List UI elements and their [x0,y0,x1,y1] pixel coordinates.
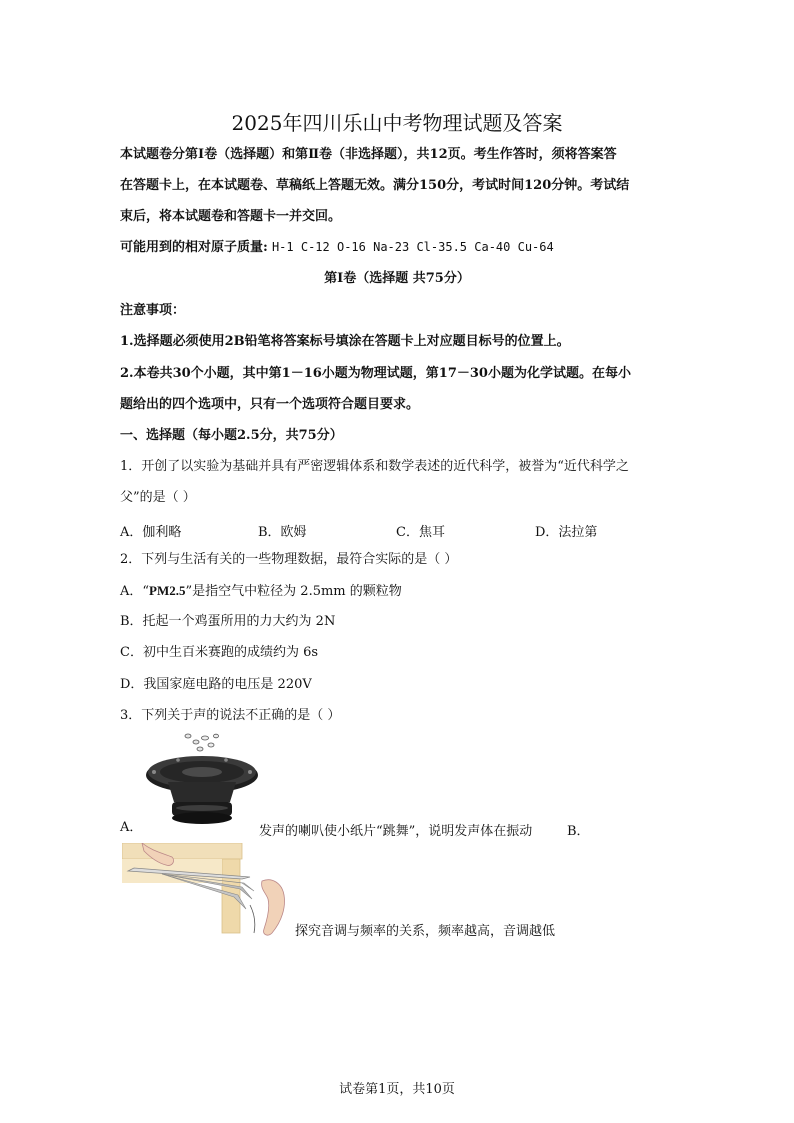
q2-option-a [120,583,402,600]
page-title: 2025年四川乐山中考物理试题及答案 [231,111,563,135]
atomic-mass-label: 可能用到的相对原子质量: [120,240,268,255]
atomic-mass-values: H-1 C-12 O-16 Na-23 Cl-35.5 Ca-40 Cu-64 [271,240,554,254]
section-heading: 第Ⅰ卷（选择题 共75分） [324,271,470,286]
q2-option-a-pm: PM2.5 [149,583,186,598]
q2-option-a-suffix: ”是指空气中粒径为 2.5mm 的颗粒物 [185,584,402,599]
q3-option-b-text: 探究音调与频率的关系，频率越高，音调越低 [295,924,556,939]
q2-option-a-prefix: A．“ [120,584,150,599]
q1-stem-line-1: 1．开创了以实验为基础并具有严密逻辑体系和数学表述的近代科学，被誉为“近代科学之 [120,459,629,474]
q1-option-b: B．欧姆 [258,525,307,540]
atomic-mass-line [120,240,554,256]
notes-heading: 注意事项： [120,303,186,318]
intro-line-1: 本试题卷分第Ⅰ卷（选择题）和第Ⅱ卷（非选择题），共12页。考生作答时，须将答案答 [120,147,617,162]
ruler-table-image [122,843,292,938]
intro-line-3: 束后，将本试题卷和答题卡一并交回。 [120,209,342,224]
q3-option-b-label: B． [567,824,590,839]
q2-stem: 2．下列与生活有关的一些物理数据，最符合实际的是（ ） [120,552,458,567]
q2-option-b: B．托起一个鸡蛋所用的力大约为 2N [120,614,336,629]
q3-option-a-label: A． [120,820,143,835]
q2-option-d: D．我国家庭电路的电压是 220V [120,677,312,692]
page-footer: 试卷第1页，共10页 [339,1082,455,1097]
q1-option-a: A．伽利略 [120,525,182,540]
q1-option-c: C．焦耳 [396,525,445,540]
q2-option-c: C．初中生百米赛跑的成绩约为 6s [120,645,319,660]
q1-stem-line-2: 父”的是（ ） [120,490,196,505]
speaker-image [140,730,265,830]
notes-item-1: 1.选择题必须使用2B铅笔将答案标号填涂在答题卡上对应题目标号的位置上。 [120,334,570,349]
q3-option-a-text: 发声的喇叭使小纸片“跳舞”，说明发声体在振动 [259,824,533,839]
q3-stem: 3．下列关于声的说法不正确的是（ ） [120,708,341,723]
notes-item-2-line-2: 题给出的四个选项中，只有一个选项符合题目要求。 [120,397,420,412]
notes-item-2-line-1: 2.本卷共30个小题，其中第1－16小题为物理试题，第17－30小题为化学试题。在每小 [120,366,631,381]
part-one-heading: 一、选择题（每小题2.5分，共75分） [120,428,343,443]
intro-line-2: 在答题卡上，在本试题卷、草稿纸上答题无效。满分150分，考试时间120分钟。考试结 [120,178,630,193]
q1-option-d: D．法拉第 [535,525,598,540]
